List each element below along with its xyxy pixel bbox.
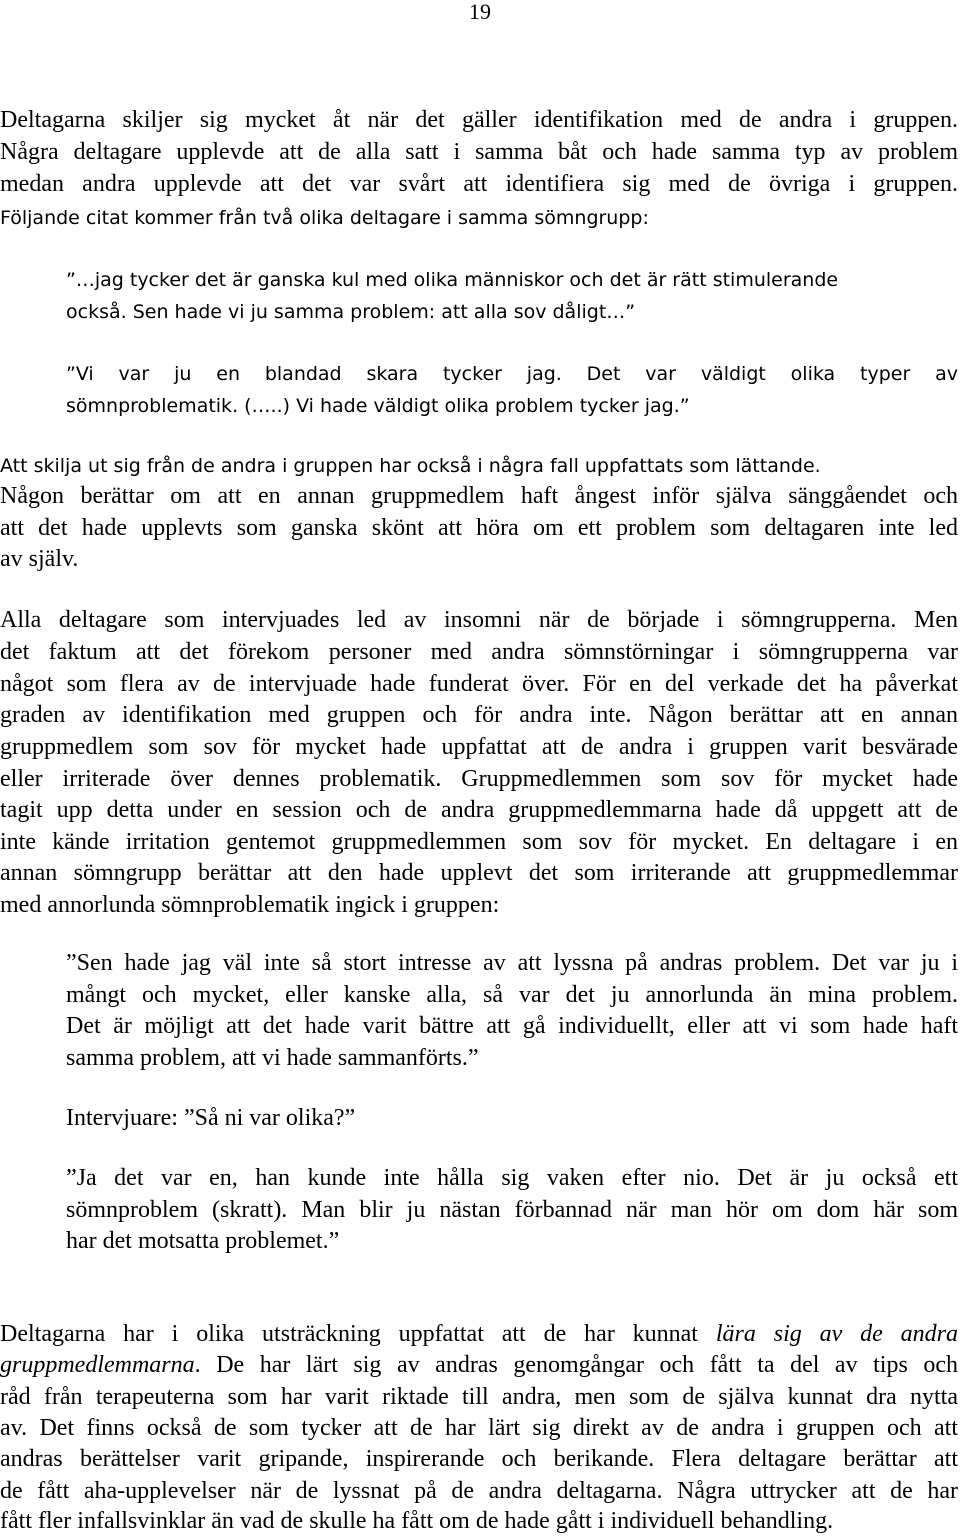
paragraph-2-line-3: att det hade upplevts som ganska skönt att höra om ett problem som deltagaren inte led: [0, 515, 958, 541]
paragraph-2-line-1: Att skilja ut sig från de andra i gruppen har också i några fall uppfattats som lättande.: [0, 455, 821, 477]
interviewer-line: Intervjuare: ”Så ni var olika?”: [66, 1105, 356, 1131]
paragraph-3-line-2: det faktum att det förekom personer med andra sömnstörningar i sömngrupperna var: [0, 639, 958, 665]
paragraph-3-line-3: något som flera av de intervjuade hade funderat över. För en del verkade det ha påverkat: [0, 671, 958, 697]
quote-3-line-1: ”Sen hade jag väl inte så stort intresse av att lyssna på andras problem. Det var ju i: [66, 950, 958, 976]
paragraph-4-line-1-text: Deltagarna har i olika utsträckning uppfattat att de har kunnat: [0, 1321, 716, 1347]
quote-4-line-1: ”Ja det var en, han kunde inte hålla sig vaken efter nio. Det är ju också ett: [66, 1165, 958, 1191]
paragraph-3-line-5: gruppmedlem som sov för mycket hade uppfattat att de andra i gruppen varit besvärade: [0, 734, 958, 760]
quote-3-line-4: samma problem, att vi hade sammanförts.”: [66, 1045, 479, 1071]
paragraph-2-line-2: Någon berättar om att en annan gruppmedlem haft ångest inför själva sänggåendet och: [0, 483, 958, 509]
emphasis-gruppmedlemmarna: gruppmedlemmarna: [0, 1352, 195, 1378]
paragraph-3-line-10: med annorlunda sömnproblematik ingick i gruppen:: [0, 892, 500, 918]
paragraph-4-line-7: fått fler infallsvinklar än vad de skulle ha fått om de hade gått i individuell behandling.: [0, 1508, 834, 1534]
quote-3-line-2: mångt och mycket, eller kanske alla, så var det ju annorlunda än mina problem.: [66, 982, 958, 1008]
paragraph-3-line-8: inte kände irritation gentemot gruppmedlemmen som sov för mycket. En deltagare i en: [0, 829, 958, 855]
quote-3-line-3: Det är möjligt att det hade varit bättre att gå individuellt, eller att vi som hade haft: [66, 1013, 958, 1039]
paragraph-3-line-4: graden av identifikation med gruppen och för andra inte. Någon berättar att en annan: [0, 702, 958, 728]
paragraph-1-line-4: Följande citat kommer från två olika deltagare i samma sömngrupp:: [0, 207, 649, 229]
page-number: 19: [469, 0, 491, 24]
quote-1-line-1: ”…jag tycker det är ganska kul med olika människor och det är rätt stimulerande: [66, 269, 839, 291]
paragraph-3-line-7: tagit upp detta under en session och de andra gruppmedlemmarna hade då uppgett att de: [0, 797, 958, 823]
paragraph-4-line-5: andras berättelser varit gripande, inspirerande och berikande. Flera deltagare berättar att: [0, 1446, 958, 1472]
emphasis-lara-sig: lära sig av de andra: [715, 1321, 958, 1347]
paragraph-4-line-1: [0, 1318, 958, 1350]
paragraph-2-line-4: av själv.: [0, 546, 79, 572]
paragraph-4-line-3: råd från terapeuterna som har varit riktade till andra, men som de själva kunnat dra nytta: [0, 1384, 958, 1410]
quote-4-line-2: sömnproblem (skratt). Man blir ju nästan förbannad när man hör om dom här som: [66, 1197, 958, 1223]
paragraph-4-line-6: de fått aha-upplevelser när de lyssnat på de andra deltagarna. Några uttrycker att de har: [0, 1478, 958, 1504]
paragraph-4-line-2: [0, 1349, 958, 1381]
paragraph-3-line-1: Alla deltagare som intervjuades led av insomni när de började i sömngrupperna. Men: [0, 607, 958, 633]
quote-2-line-2: sömnproblematik. (…..) Vi hade väldigt olika problem tycker jag.”: [66, 395, 690, 417]
quote-1-line-2: också. Sen hade vi ju samma problem: att alla sov dåligt…”: [66, 301, 636, 323]
quote-4-line-3: har det motsatta problemet.”: [66, 1228, 340, 1254]
paragraph-3-line-6: eller irriterade över dennes problematik. Gruppmedlemmen som sov för mycket hade: [0, 766, 958, 792]
paragraph-3-line-9: annan sömngrupp berättar att den hade upplevt det som irriterande att gruppmedlemmar: [0, 860, 958, 886]
paragraph-1-line-3: medan andra upplevde att det var svårt att identifiera sig med de övriga i gruppen.: [0, 171, 958, 197]
paragraph-4-line-4: av. Det finns också de som tycker att de har lärt sig direkt av de andra i gruppen och att: [0, 1415, 958, 1441]
quote-2-line-1: ”Vi var ju en blandad skara tycker jag. Det var väldigt olika typer av: [66, 363, 958, 385]
paragraph-4-line-2-text: . De har lärt sig av andras genomgångar och fått ta del av tips och: [194, 1352, 958, 1378]
paragraph-1-line-1: Deltagarna skiljer sig mycket åt när det gäller identifikation med de andra i gruppen.: [0, 107, 958, 133]
paragraph-1-line-2: Några deltagare upplevde att de alla satt i samma båt och hade samma typ av problem: [0, 139, 958, 165]
